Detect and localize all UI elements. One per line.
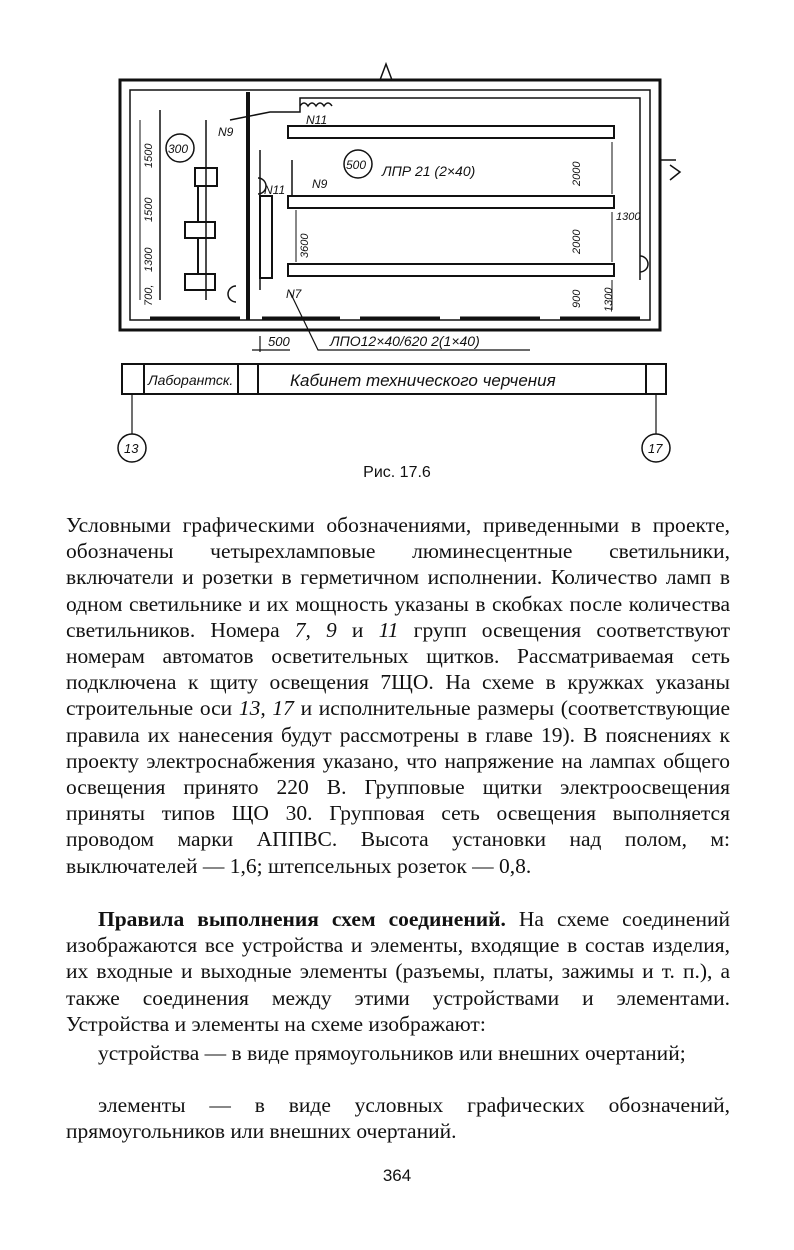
dim-900: 900 <box>571 289 583 308</box>
dim-700: 700, <box>143 284 155 306</box>
axis-13-label: 13 <box>124 441 139 456</box>
lamp-power-500: 500 <box>346 158 367 172</box>
dim-3600: 3600 <box>299 233 311 258</box>
p1-text-3: групп освещения соответствуют номерам автоматов осветительных щитков. Рассматриваемая сеть подключена к щиту освещения 7ЩО. На схеме в кружках указаны строительные оси <box>66 617 730 721</box>
section-heading: Правила выполнения схем соединений. <box>98 907 506 931</box>
p1-text-1: Условными графическими обозначениями, приведенными в проекте, обозначены четырехламповые люминесцентные светильники, включатели и розетки в герметичном исполнении. Количество ламп в одном светильнике и их мощность указаны в скобках после количества светильников. Номера <box>66 513 730 642</box>
dim-1300r: 1300 <box>616 211 641 223</box>
paragraph-legend-description <box>66 512 730 879</box>
bottom-spec-label: ЛПО12×40/620 2(1×40) <box>330 333 480 349</box>
dim-500: 500 <box>268 334 290 349</box>
paragraph-connection-rules <box>66 906 730 1037</box>
dim-1300: 1300 <box>143 247 155 272</box>
group-n9-label: N9 <box>312 177 328 191</box>
lamp-power-300: 300 <box>168 142 189 156</box>
p1-text-4: и исполнительные размеры (соответствующие правила их нанесения будут рассмотрены в главе 19). В пояснениях к проекту электроснабжения указано, что напряжение на лампах общего освещения принято 220 В. Групповые щитки электроосвещения приняты типов ЩО 30. Групповая сеть освещения выполняется проводом марки АППВС. Высота установки над полом, м: выключателей — 1,6; штепсельных розеток — 0,8. <box>66 696 731 878</box>
axis-17-label: 17 <box>648 441 663 456</box>
group-n7-label: N7 <box>286 287 302 301</box>
dim-1500b: 1500 <box>143 197 155 222</box>
p1-group-11: 11 <box>378 617 399 642</box>
dim-1500a: 1500 <box>143 143 155 168</box>
dim-2000b: 2000 <box>571 229 583 254</box>
p1-group-numbers: 7, 9 <box>294 617 337 642</box>
group-n11-top: N11 <box>306 113 328 127</box>
page-number: 364 <box>382 1166 412 1185</box>
group-n9-top: N9 <box>218 125 234 139</box>
figure-caption: Рис. 17.6 <box>363 464 431 481</box>
lamp-spec-label: ЛПР 21 (2×40) <box>382 163 476 179</box>
group-n11-label: N11 <box>264 183 286 197</box>
dim-1300b: 1300 <box>603 287 615 312</box>
paragraph-devices: устройства — в виде прямоугольников или внешних очертаний; <box>98 1041 686 1065</box>
paragraph-elements: элементы — в виде условных графических обозначений, прямоугольников или внешних очертаний. <box>66 1093 730 1144</box>
lighting-plan-figure <box>0 0 794 500</box>
p2-text: На схеме соединений изображаются все устройства и элементы, входящие в состав изделия, их входные и выходные элементы (разъемы, платы, зажимы и т. п.), а также соединения между этими устройствами и элементами. Устройства и элементы на схеме изображают: <box>66 907 730 1036</box>
room-lab-label: Лаборантск. <box>148 372 234 388</box>
room-main-label: Кабинет технического черчения <box>290 371 556 390</box>
p1-axes: 13, 17 <box>238 696 294 721</box>
dim-2000a: 2000 <box>571 161 583 186</box>
p1-text-2: и <box>336 617 379 642</box>
